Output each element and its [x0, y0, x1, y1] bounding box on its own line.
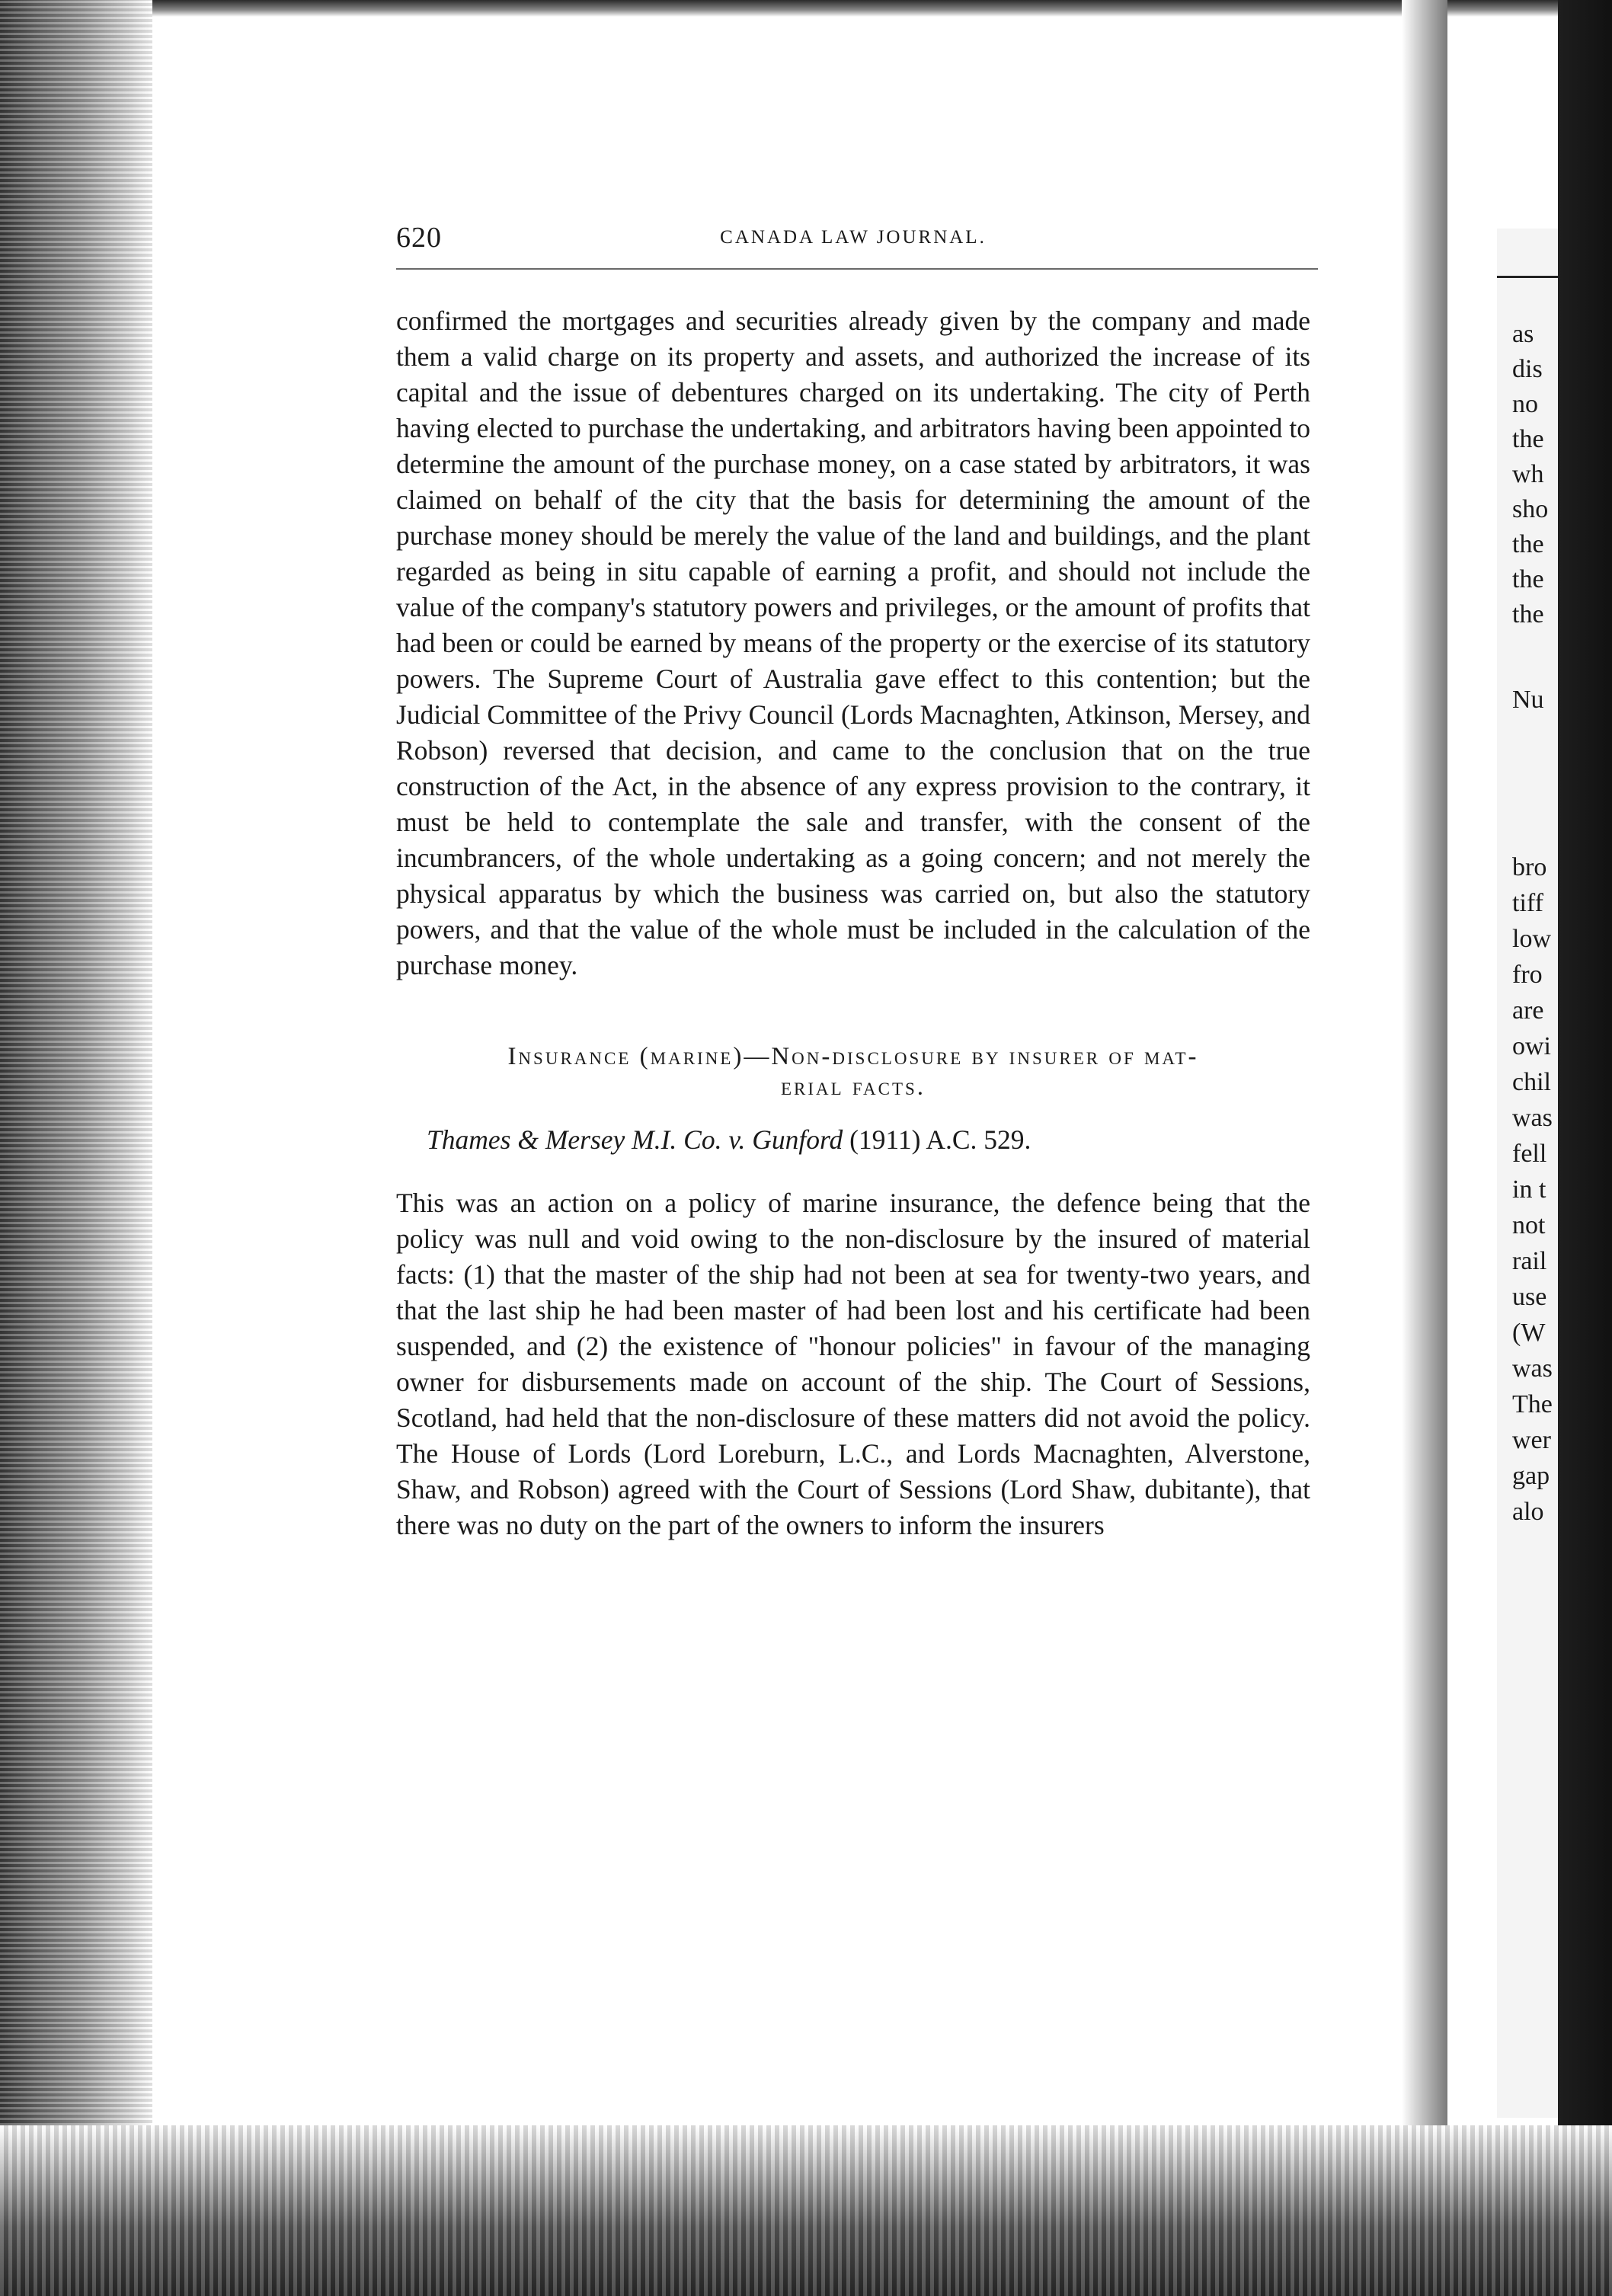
facing-page-fragment: the [1512, 600, 1544, 628]
body-paragraph-2: This was an action on a policy of marine insurance, the defence being that the policy was null and void owing to the non-disclosure by the insured of material facts: (1) that the master of the ship had not been at sea for twenty-two years, and that the last ship he had been master of had been lost and his certificate had been suspended, and (2) the existence of "honour policies" in favour of the managing owner for disbursements made on account of the ship. The Court of Sessions, Scotland, had held that the non-disclosure of these matters did not avoid the policy. The House of Lords (Lord Loreburn, L.C., and Lords Macnaghten, Alverstone, Shaw, and Robson) agreed with the Court of Sessions (Lord Shaw, dubitante), that there was no duty on the part of the owners to inform the insurers [396, 1187, 1310, 1540]
section-heading [396, 1041, 1310, 1102]
facing-page-fragment: in t [1512, 1175, 1546, 1204]
facing-page-fragment: Nu [1512, 686, 1544, 714]
section-heading-line-1: Insurance (marine)—Non-disclosure by insurer of mat- [507, 1043, 1199, 1070]
scan-bottom-edge [0, 2125, 1612, 2296]
case-citation [396, 1122, 1310, 1158]
scan-top-edge [0, 0, 1612, 17]
facing-page-fragment: fell [1512, 1140, 1547, 1168]
facing-page-fragment: was [1512, 1354, 1553, 1383]
facing-page-fragment: wh [1512, 460, 1544, 488]
facing-page-fragment: gap [1512, 1462, 1550, 1490]
facing-page-fragment: the [1512, 530, 1544, 558]
facing-page-fragment: wer [1512, 1426, 1551, 1454]
facing-page-fragment: chil [1512, 1068, 1551, 1096]
case-name: Thames & Mersey M.I. Co. v. Gunford [427, 1124, 843, 1155]
page-number: 620 [396, 222, 442, 254]
facing-page-fragment: (W [1512, 1319, 1546, 1347]
section-heading-line-2: erial facts. [780, 1073, 926, 1101]
facing-page-edge [1497, 229, 1558, 2118]
facing-page-fragment: tiff [1512, 889, 1543, 917]
journal-page [396, 213, 1310, 1543]
facing-page-fragment: rail [1512, 1247, 1547, 1275]
facing-page-fragment: low [1512, 925, 1551, 953]
body-paragraph-1: confirmed the mortgages and securities already given by the company and made them a valid charge on its property and assets, and authorized the increase of its capital and the issue of debentures charged on its undertaking. The city of Perth having elected to purchase the undertaking, and arbitrators having been appointed to determine the amount of the purchase money, on a case stated by arbitrators, it was claimed on behalf of the city that the basis for determining the amount of the purchase money should be merely the value of the land and buildings, and the plant regarded as being in situ capable of earning a profit, and should not include the value of the company's statutory powers and privileges, or the amount of profits that had been or could be earned by means of the property or the exercise of its statutory powers. The Supreme Court of Australia gave effect to this contention; but the Judicial Committee of the Privy Council (Lords Macnaghten, Atkinson, Mersey, and Robson) reversed that decision, and came to the conclusion that on the true construction of the Act, in the absence of any express provision to the contrary, it must be held to contemplate the sale and transfer, with the consent of the incumbrancers, of the whole undertaking as a going concern; and not merely the physical apparatus by which the business was carried on, but also the statutory powers, and that the value of the whole must be included in the calculation of the purchase money. [396, 305, 1310, 980]
scan-left-binding [0, 0, 152, 2296]
facing-page-fragment: fro [1512, 961, 1543, 989]
facing-page-fragment: bro [1512, 853, 1547, 881]
facing-page-fragment: are [1512, 996, 1544, 1025]
scan-gutter-shadow [1402, 0, 1447, 2296]
facing-page-fragment: the [1512, 425, 1544, 453]
facing-page-fragment: dis [1512, 355, 1543, 383]
facing-page-fragment: was [1512, 1104, 1553, 1132]
header-rule [396, 268, 1318, 270]
scan-right-binding [1558, 0, 1612, 2296]
facing-page-fragment: no [1512, 390, 1538, 418]
facing-page-fragment: not [1512, 1211, 1546, 1239]
facing-page-fragment: use [1512, 1283, 1547, 1311]
facing-page-fragment: The [1512, 1390, 1553, 1418]
case-reference: (1911) A.C. 529. [843, 1124, 1031, 1155]
facing-page-fragment: sho [1512, 495, 1549, 523]
page-header [396, 213, 1310, 259]
facing-page-fragment: as [1512, 320, 1534, 348]
facing-page-fragment: alo [1512, 1498, 1544, 1526]
facing-page-rule [1497, 276, 1558, 278]
facing-page-fragment: owi [1512, 1032, 1551, 1060]
facing-page-fragment: the [1512, 565, 1544, 593]
running-title: CANADA LAW JOURNAL. [720, 227, 987, 248]
